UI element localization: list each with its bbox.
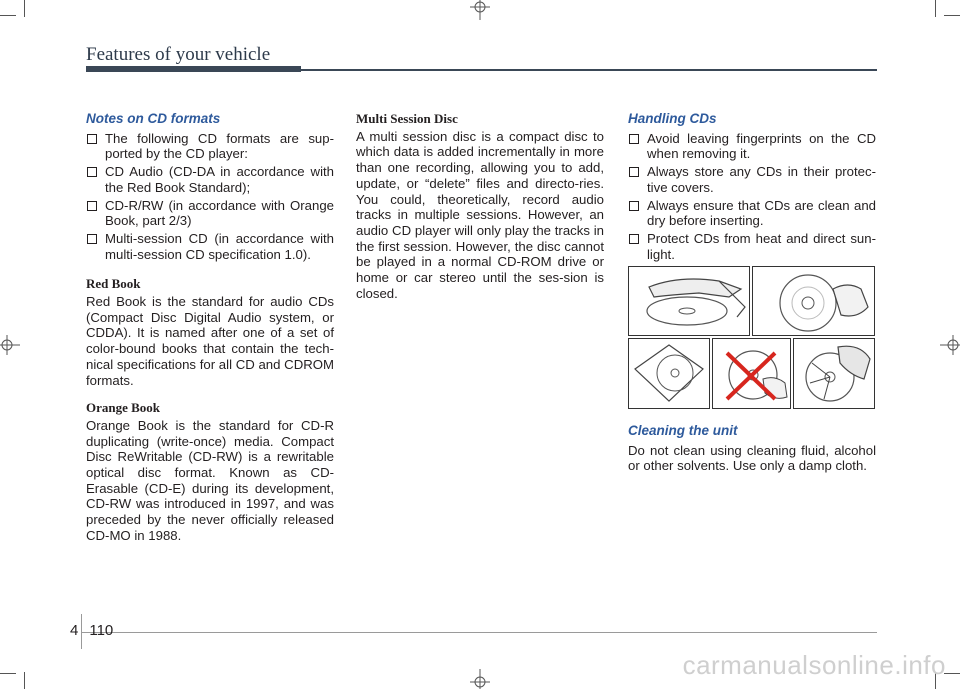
cd-case-illustration xyxy=(628,338,710,409)
orange-book-title: Orange Book xyxy=(86,400,161,416)
checkbox-bullet-icon xyxy=(87,234,97,244)
column-middle xyxy=(356,111,604,301)
registration-mark-right xyxy=(940,333,960,357)
cleaning-unit-text: Do not clean using cleaning fluid, alcohol or other solvents. Use only a damp cloth. xyxy=(628,442,876,474)
cd-disc-icon xyxy=(753,267,874,335)
crop-mark xyxy=(944,15,960,16)
list-item: Always store any CDs in their protec-tive covers. xyxy=(628,164,876,195)
orange-book-text: Orange Book is the standard for CD-R duplicating (write-once) media. Compact Disc ReWritable (CD-RW) is a rewritable optical disc format. Known as CD-Erasable (CD-E) during its development, CD-RW was introduced in 1997, and was preceded by the never officially released CD-MO in 1988. xyxy=(86,417,334,543)
cd-edge-hold-illustration xyxy=(752,266,875,336)
handling-cds-list xyxy=(628,131,876,263)
list-item: Protect CDs from heat and direct sun-light. xyxy=(628,231,876,262)
hand-holding-cd-icon xyxy=(629,267,749,335)
registration-mark-top xyxy=(468,0,492,20)
footer-rule xyxy=(81,632,877,633)
list-item: CD-R/RW (in accordance with Orange Book, part 2/3) xyxy=(86,198,334,229)
cd-insert-illustration xyxy=(628,266,750,336)
notes-cd-formats-heading: Notes on CD formats xyxy=(86,111,221,126)
cd-wiping-illustration xyxy=(793,338,875,409)
cleaning-unit-heading: Cleaning the unit xyxy=(628,423,738,438)
crop-mark xyxy=(24,0,25,17)
page-number-value: 110 xyxy=(89,622,114,639)
list-item: Avoid leaving fingerprints on the CD when removing it. xyxy=(628,131,876,162)
checkbox-bullet-icon xyxy=(629,167,639,177)
multi-session-title: Multi Session Disc xyxy=(356,111,458,126)
checkbox-bullet-icon xyxy=(629,234,639,244)
checkbox-bullet-icon xyxy=(629,201,639,211)
handling-cds-heading: Handling CDs xyxy=(628,111,717,126)
section-number: 4 xyxy=(70,622,79,639)
cd-formats-list xyxy=(86,131,334,263)
page-number xyxy=(70,622,113,639)
dirty-cd-illustration xyxy=(712,338,791,409)
list-item: CD Audio (CD-DA in accordance with the Red Book Standard); xyxy=(86,164,334,195)
cd-in-case-icon xyxy=(629,339,709,408)
crop-mark xyxy=(944,673,960,674)
registration-mark-bottom xyxy=(468,669,492,689)
header-rule-thin xyxy=(301,69,877,71)
checkbox-bullet-icon xyxy=(629,134,639,144)
page-header-title: Features of your vehicle xyxy=(86,44,271,65)
watermark: carmanualsonline.info xyxy=(682,650,946,680)
no-wet-cd-icon xyxy=(713,339,790,408)
red-book-text: Red Book is the standard for audio CDs (Compact Disc Digital Audio system, or CDDA). It is named after one of a set of color-bound books that contain the tech-nical specifications for all CD and CDROM formats. xyxy=(86,294,334,388)
crop-mark xyxy=(935,0,936,17)
column-right xyxy=(628,111,876,264)
cloth-wiping-cd-icon xyxy=(794,339,874,408)
header-rule xyxy=(86,66,301,72)
column-left xyxy=(86,111,334,544)
list-item: Multi-session CD (in accordance with multi-session CD specification 1.0). xyxy=(86,231,334,262)
red-book-title: Red Book xyxy=(86,276,141,292)
crop-mark xyxy=(24,672,25,689)
checkbox-bullet-icon xyxy=(87,134,97,144)
checkbox-bullet-icon xyxy=(87,167,97,177)
list-item: The following CD formats are sup-ported by the CD player: xyxy=(86,131,334,162)
crop-mark xyxy=(0,15,16,16)
crop-mark xyxy=(0,673,16,674)
cleaning-section xyxy=(628,423,876,474)
multi-session-text: A multi session disc is a compact disc to which data is added incrementally in more than one recording, allowing you to add, update, or “delete” files and directo-ries. You could, theoretically, record audio tracks in multiple sessions. However, an audio CD player will only play the tracks in the first session. However, the disc cannot be played in a normal CD-ROM drive or home or car stereo until the ses-sion is closed. xyxy=(356,128,604,301)
registration-mark-left xyxy=(0,333,20,357)
list-item: Always ensure that CDs are clean and dry before inserting. xyxy=(628,198,876,229)
checkbox-bullet-icon xyxy=(87,201,97,211)
